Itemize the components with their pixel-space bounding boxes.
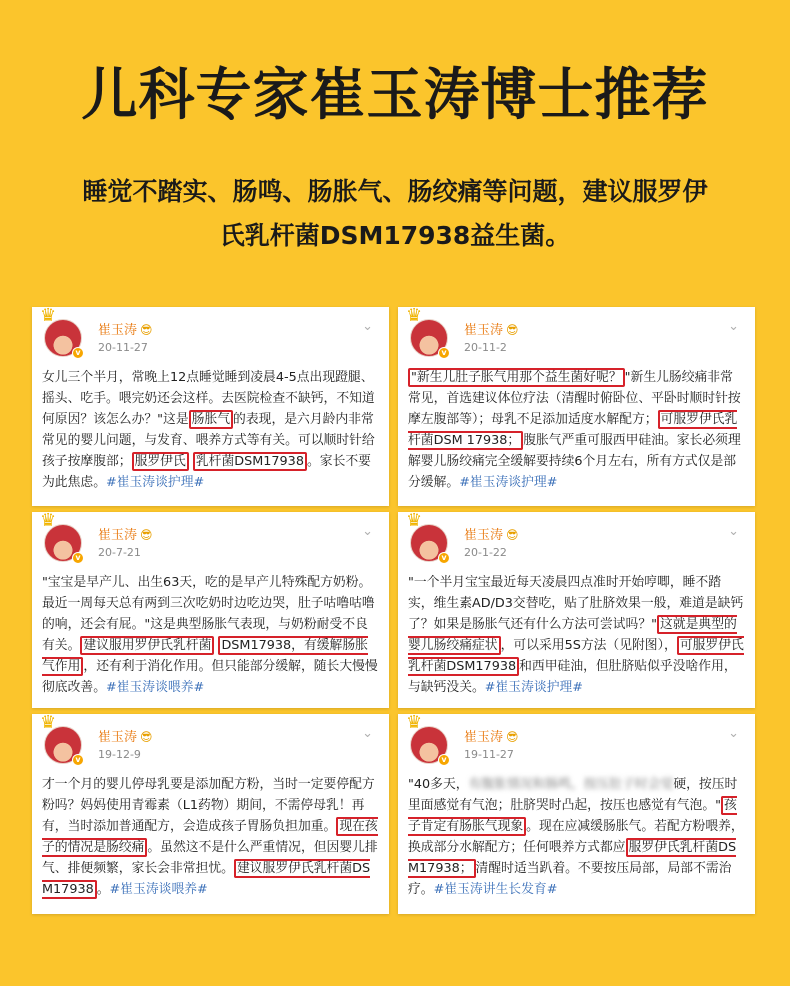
username-text[interactable]: 崔玉涛 [98,528,138,543]
username[interactable] [464,319,519,338]
hashtag-link[interactable]: #崔玉涛谈喂养# [105,680,205,695]
highlighted-text: 乳杆菌DSM17938 [193,452,307,471]
crown-icon: ♛ [40,712,57,733]
crown-icon: ♛ [406,305,423,326]
post-text-segment: "新生儿肠绞痛非常常见，首选建议体位疗法（清醒时俯卧位、平卧时顺时针按摩左腹部等）；母乳不足添加适度水解配方； [408,370,741,427]
post-text-segment: 清醒时适当趴着。不要按压局部，局部不需治疗。 [408,861,732,897]
subtitle-line-1: 睡觉不踏实、肠鸣、肠胀气、肠绞痛等问题，建议服罗伊 [82,177,708,206]
page-subtitle [0,170,790,258]
post-text [408,572,745,698]
username-text[interactable]: 崔玉涛 [98,323,138,338]
post-text-segment: 。家长不要为此焦虑。 [42,454,371,490]
post-header [40,510,379,566]
username[interactable] [464,726,519,745]
highlighted-text: 这就是典型的婴儿肠绞痛症状 [408,617,737,653]
post-date: 19-12-9 [98,748,141,761]
post-date: 20-11-2 [464,341,507,354]
username-text[interactable]: 崔玉涛 [98,730,138,745]
username-text[interactable]: 崔玉涛 [464,730,504,745]
post-text [408,774,745,900]
post-header [40,305,379,361]
post-text-segment: "40多天， [408,777,469,792]
username[interactable] [98,524,153,543]
user-badge-icon: 😎 [506,323,519,337]
crown-icon: ♛ [406,712,423,733]
verified-badge-icon: v [438,347,450,359]
username[interactable] [464,524,519,543]
hashtag-link[interactable]: #崔玉涛谈喂养# [109,882,208,897]
page-title: 儿科专家崔玉涛博士推荐 [81,63,709,128]
username[interactable] [98,726,153,745]
highlighted-text: DSM17938，有缓解肠胀气作用 [42,638,368,674]
weibo-post-card[interactable] [398,307,755,506]
username-text[interactable]: 崔玉涛 [464,323,504,338]
weibo-post-card[interactable] [398,714,755,914]
hashtag-link[interactable]: #崔玉涛谈护理# [484,680,584,695]
post-text-segment: 。现在应减缓肠胀气。若配方粉喂养，换成部分水解配方；任何喂养方式都应 [408,819,744,855]
hashtag-link[interactable]: #崔玉涛谈护理# [105,475,205,490]
post-date: 20-11-27 [98,341,148,354]
chevron-down-icon[interactable]: ⌄ [728,319,739,334]
post-text-segment: 才一个月的婴儿停母乳要是添加配方粉，当时一定要停配方粉吗？妈妈使用青霉素（L1药物）期间，不需停母乳！再有，当时添加普通配方，会造成孩子胃肠负担加重。 [42,777,375,834]
highlighted-text: 孩子肯定有肠胀气现象 [408,798,737,834]
post-text [42,774,379,900]
chevron-down-icon[interactable]: ⌄ [362,319,373,334]
user-badge-icon: 😎 [506,528,519,542]
highlighted-text: 现在孩子的情况是肠绞痛 [42,819,378,855]
post-text-segment: 硬，按压时里面感觉有气泡；肚脐哭时凸起，按压也感觉有气泡。" [408,777,738,813]
highlighted-text: 建议服罗伊氏乳杆菌DSM17938 [42,861,371,897]
post-text [408,367,745,493]
post-text-segment: 和西甲硅油，但肚脐贴似乎没啥作用，与缺钙没关。 [408,659,737,695]
verified-badge-icon: v [72,552,84,564]
highlighted-text: 可服罗伊氏乳杆菌DSM 17938； [408,412,738,448]
chevron-down-icon[interactable]: ⌄ [362,726,373,741]
crown-icon: ♛ [40,510,57,531]
crown-icon: ♛ [406,510,423,531]
post-header [406,712,745,768]
chevron-down-icon[interactable]: ⌄ [728,524,739,539]
post-text-segment: 。 [96,882,110,897]
weibo-post-card[interactable] [32,714,389,914]
hashtag-link[interactable]: #崔玉涛讲生长发育# [433,882,558,897]
post-header [406,305,745,361]
user-badge-icon: 😎 [506,730,519,744]
chevron-down-icon[interactable]: ⌄ [362,524,373,539]
chevron-down-icon[interactable]: ⌄ [728,726,739,741]
highlighted-text: "新生儿肚子胀气用那个益生菌好呢？ [408,368,625,387]
blurred-text: 有腹胀情况和肠鸣，按压肚子时会觉 [468,777,674,792]
verified-badge-icon: v [438,754,450,766]
subtitle-line-2: 氏乳杆菌DSM17938益生菌。 [219,221,571,250]
post-text-segment: ，还有利于消化作用。但只能部分缓解，随长大慢慢彻底改善。 [42,659,378,695]
post-text-segment: "一个半月宝宝最近每天凌晨四点准时开始哼唧，睡不踏实，维生素AD/D3交替吃，贴了肚脐效果一般，难道是缺钙了？如果是肠胀气还有什么方法可尝试吗？" [408,575,744,632]
crown-icon: ♛ [40,305,57,326]
weibo-post-card[interactable] [32,512,389,708]
post-header [40,712,379,768]
verified-badge-icon: v [438,552,450,564]
username[interactable] [98,319,153,338]
weibo-post-card[interactable] [32,307,389,506]
post-text-segment: "宝宝是早产儿、出生63天，吃的是早产儿特殊配方奶粉。最近一周每天总有两到三次吃奶时边吃边哭，肚子咕噜咕噜的响，还会有屁。"这是典型肠胀气表现，与奶粉耐受不良有关。 [42,575,375,653]
hashtag-link[interactable]: #崔玉涛谈护理# [459,475,558,490]
post-text-segment: 腹胀气严重可服西甲硅油。家长必须理解婴儿肠绞痛完全缓解要持续6个月左右，所有方式仅是部分缓解。 [408,433,741,490]
highlighted-text: 肠胀气 [189,410,233,429]
post-text [42,367,379,493]
post-text-segment: 。虽然这不是什么严重情况，但因婴儿排气、排便频繁，家长会非常担忧。 [42,840,378,876]
user-badge-icon: 😎 [140,528,153,542]
post-text [42,572,379,698]
post-text-segment: 的表现，是六月龄内非常常见的婴儿问题，与发育、喂养方式等有关。可以顺时针给孩子按摩腹部； [42,412,375,469]
post-text-segment: 女儿三个半月，常晚上12点睡觉睡到凌晨4-5点出现蹬腿、摇头、吃手。喂完奶还会这样。去医院检查不缺钙，不知道何原因？该怎么办？"这是 [42,370,375,427]
post-date: 20-1-22 [464,546,507,559]
highlighted-text: 服罗伊氏乳杆菌DSM17938； [408,840,737,876]
highlighted-text: 可服罗伊氏乳杆菌DSM17938 [408,638,744,674]
username-text[interactable]: 崔玉涛 [464,528,504,543]
verified-badge-icon: v [72,754,84,766]
post-date: 20-7-21 [98,546,141,559]
post-text-segment: ，可以采用5S方法（见附图）， [500,638,677,653]
user-badge-icon: 😎 [140,323,153,337]
highlighted-text: 服罗伊氏 [132,452,189,471]
post-header [406,510,745,566]
post-date: 19-11-27 [464,748,514,761]
user-badge-icon: 😎 [140,730,153,744]
weibo-post-card[interactable] [398,512,755,708]
verified-badge-icon: v [72,347,84,359]
highlighted-text: 建议服用罗伊氏乳杆菌 [80,636,214,655]
